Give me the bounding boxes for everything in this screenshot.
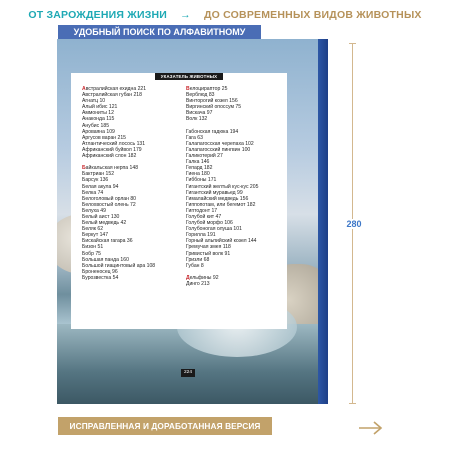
index-entry-text: Белуха 49 xyxy=(82,207,106,214)
index-entry-text: Белый медведь 42 xyxy=(82,220,127,227)
index-entry-text: Бискайская гагара 36 xyxy=(82,238,133,245)
index-entry-text: Белохвостый олень 72 xyxy=(82,201,136,208)
index-entry-text: Бобр 75 xyxy=(82,250,102,257)
index-entry-text: Гиптодонт 17 xyxy=(186,207,218,214)
index-entry-text: Горилла 191 xyxy=(186,232,216,239)
index-entry-text: Виргинский опоссум 75 xyxy=(186,104,242,111)
book-cover-edge xyxy=(318,39,328,404)
index-entry-text: Волк 132 xyxy=(186,116,208,123)
index-entry-text: Гиена 180 xyxy=(186,171,210,178)
index-entry-text: Гривистый волк 91 xyxy=(186,250,231,257)
index-column-left xyxy=(82,86,182,281)
index-entry-text: ельфины 92 xyxy=(189,274,219,281)
index-entry-text: Гепард 182 xyxy=(186,165,213,172)
index-entry-text: Белка 74 xyxy=(82,189,104,196)
index-entry-text: Голубой морфо 106 xyxy=(186,220,233,227)
index-entry-text: Динго 213 xyxy=(186,281,210,287)
edition-banner: ИСПРАВЛЕННАЯ И ДОРАБОТАННАЯ ВЕРСИЯ ИЗДАНИЯ xyxy=(58,417,272,435)
index-entry-text: Гиппопотам, или бегемот 182 xyxy=(186,201,256,208)
index-entry-text: Верблюд 83 xyxy=(186,92,215,99)
index-entry-text: Африканский слон 182 xyxy=(82,153,137,160)
index-entry-text: Бактриан 152 xyxy=(82,171,115,178)
arrow-icon: → xyxy=(180,9,191,21)
index-entry-text: Австралийская губан 218 xyxy=(82,92,142,99)
index-entry-text: Гигантский муравьед 99 xyxy=(186,189,243,196)
index-entry xyxy=(186,281,286,287)
index-entry-text: Белая акула 94 xyxy=(82,183,119,190)
headline-left: ОТ ЗАРОЖДЕНИЯ ЖИЗНИ xyxy=(28,9,168,21)
book-page xyxy=(57,39,318,404)
index-entry-text: Бурозвестка 54 xyxy=(82,274,119,281)
index-entry-text: Броненосец 96 xyxy=(82,268,118,275)
feature-banner: УДОБНЫЙ ПОИСК ПО АЛФАВИТНОМУ xyxy=(58,25,261,39)
book-preview xyxy=(57,39,328,404)
index-entry-text: Аммониты 12 xyxy=(82,110,114,117)
index-entry xyxy=(82,275,182,281)
index-entry-text: Габонская гадюка 194 xyxy=(186,128,239,135)
index-letter: Д xyxy=(186,274,190,281)
index-entry-text: Анубис 185 xyxy=(82,122,110,129)
headline-right: ДО СОВРЕМЕННЫХ ВИДОВ ЖИВОТНЫХ xyxy=(203,9,422,21)
index-letter: Б xyxy=(82,165,86,172)
index-entry-text: Голубоногая олуша 101 xyxy=(186,226,242,233)
index-letter: В xyxy=(186,86,190,92)
index-entry-text: Аргусов варан 215 xyxy=(82,134,127,141)
index-entry-text: Большая панда 160 xyxy=(82,256,129,263)
index-entry-text: айкальская нерпа 148 xyxy=(85,165,139,172)
index-title: УКАЗАТЕЛЬ ЖИВОТНЫХ xyxy=(155,73,223,80)
arrow-right-icon[interactable] xyxy=(358,421,384,435)
index-entry-text: Анаконда 115 xyxy=(82,116,115,123)
index-entry-text: Ароваяна 109 xyxy=(82,128,115,135)
index-entry-text: встралийская ехидна 221 xyxy=(85,86,147,92)
index-entry-text: Вискача 97 xyxy=(186,110,213,117)
index-entry-text: Барсук 136 xyxy=(82,177,109,184)
index-entry-text: Атлантический лосось 131 xyxy=(82,140,146,147)
height-dimension-label: 280 xyxy=(343,219,365,229)
index-entry-text: Алый ибис 121 xyxy=(82,104,118,111)
index-entry-text: Гиббоны 171 xyxy=(186,177,217,184)
index-entry-text: Белоголовый орлан 80 xyxy=(82,195,137,202)
index-entry-text: Винторогий козел 156 xyxy=(186,98,238,105)
index-entry-text: Гремучая змея 118 xyxy=(186,244,231,251)
index-letter: А xyxy=(82,86,86,92)
index-entry-text: Гималайский медведь 156 xyxy=(186,195,249,202)
headline xyxy=(0,9,450,21)
index-entry-text: Галикотерий 27 xyxy=(186,153,223,160)
index-entry-text: Белый аист 130 xyxy=(82,213,120,220)
index-entry-text: Гризли 68 xyxy=(186,256,210,263)
index-entry-text: Голубой кит 47 xyxy=(186,213,222,220)
index-entry-text: Губан 8 xyxy=(186,262,204,269)
index-entry-text: Галапагосская черепаха 102 xyxy=(186,140,254,147)
index-entry-text: Горный альпийский козел 144 xyxy=(186,238,257,245)
index-entry-text: Беркут 147 xyxy=(82,232,109,239)
page-number: 224 xyxy=(181,369,195,377)
index-panel xyxy=(71,73,287,329)
index-entry-text: Бизон 51 xyxy=(82,244,104,251)
index-entry-text: елоцираптор 25 xyxy=(189,86,228,92)
index-entry-text: Беляк 62 xyxy=(82,226,104,233)
index-entry-text: Гага 63 xyxy=(186,134,203,141)
index-entry-text: Гигантский желтый кус-кус 205 xyxy=(186,183,259,190)
index-entry-text: Большой гиацинтовый ара 108 xyxy=(82,262,156,269)
index-entry-text: Африканский буйвол 179 xyxy=(82,146,142,153)
index-column-right xyxy=(186,86,286,287)
index-entry-text: Галапагосский пингвин 100 xyxy=(186,146,251,153)
index-entry-text: Галка 146 xyxy=(186,159,210,166)
index-entry-text: Агнатц 10 xyxy=(82,98,106,105)
